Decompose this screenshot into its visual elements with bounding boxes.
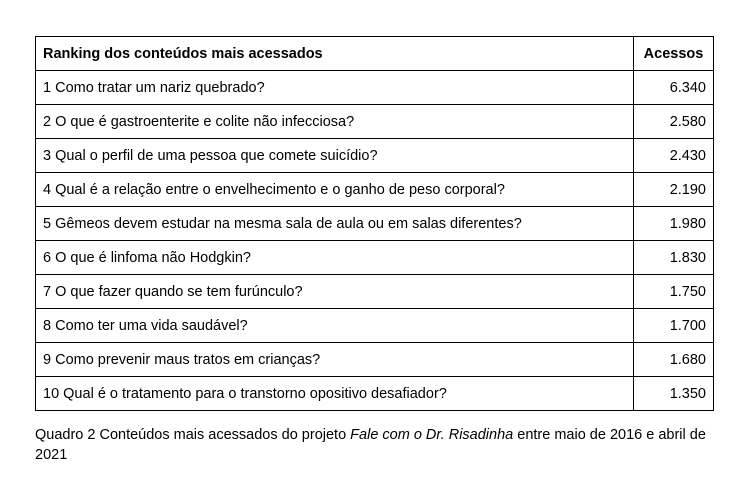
- caption-text-start: Quadro 2 Conteúdos mais acessados do projeto: [35, 427, 351, 443]
- table-row: [36, 377, 714, 411]
- accesses-cell: 1.980: [634, 207, 714, 241]
- topic-cell: 8 Como ter uma vida saudável?: [36, 309, 634, 343]
- accesses-cell: 2.580: [634, 105, 714, 139]
- table-row: [36, 71, 714, 105]
- ranking-table: [35, 36, 714, 411]
- accesses-column-header: Acessos: [634, 37, 714, 71]
- table-row: [36, 173, 714, 207]
- topic-cell: 1 Como tratar um nariz quebrado?: [36, 71, 634, 105]
- accesses-cell: 1.700: [634, 309, 714, 343]
- table-row: [36, 275, 714, 309]
- table-row: [36, 105, 714, 139]
- caption-text-end: entre maio de 2016 e abril de 2021: [35, 427, 706, 463]
- accesses-cell: 1.680: [634, 343, 714, 377]
- table-row: [36, 241, 714, 275]
- table-row: [36, 207, 714, 241]
- table-caption: [35, 425, 725, 465]
- topic-cell: 3 Qual o perfil de uma pessoa que comete suicídio?: [36, 139, 634, 173]
- topic-cell: 4 Qual é a relação entre o envelhecimento e o ganho de peso corporal?: [36, 173, 634, 207]
- topic-cell: 9 Como prevenir maus tratos em crianças?: [36, 343, 634, 377]
- accesses-cell: 2.430: [634, 139, 714, 173]
- table-row: [36, 309, 714, 343]
- table-row: [36, 139, 714, 173]
- table-row: [36, 343, 714, 377]
- topic-cell: 7 O que fazer quando se tem furúnculo?: [36, 275, 634, 309]
- accesses-cell: 6.340: [634, 71, 714, 105]
- topic-cell: 5 Gêmeos devem estudar na mesma sala de aula ou em salas diferentes?: [36, 207, 634, 241]
- topic-column-header: Ranking dos conteúdos mais acessados: [36, 37, 634, 71]
- accesses-cell: 1.750: [634, 275, 714, 309]
- topic-cell: 2 O que é gastroenterite e colite não infecciosa?: [36, 105, 634, 139]
- accesses-cell: 1.830: [634, 241, 714, 275]
- ranking-table-container: [35, 36, 713, 411]
- table-header-row: [36, 37, 714, 71]
- accesses-cell: 1.350: [634, 377, 714, 411]
- topic-cell: 10 Qual é o tratamento para o transtorno opositivo desafiador?: [36, 377, 634, 411]
- topic-cell: 6 O que é linfoma não Hodgkin?: [36, 241, 634, 275]
- accesses-cell: 2.190: [634, 173, 714, 207]
- caption-project-name: Fale com o Dr. Risadinha: [350, 427, 514, 443]
